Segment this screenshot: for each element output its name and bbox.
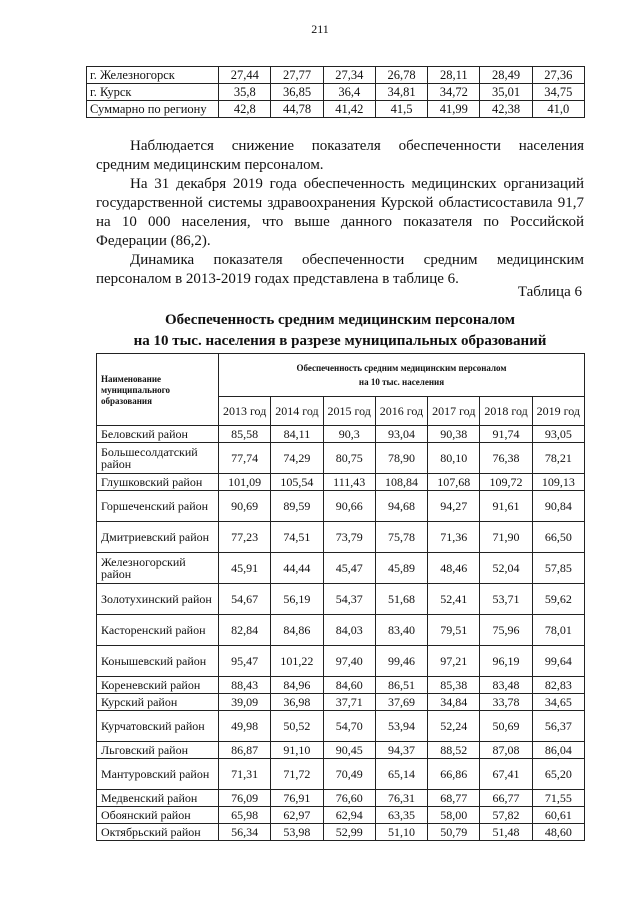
table-cell: 83,48 — [480, 677, 532, 694]
row-name: Курский район — [97, 694, 219, 711]
main-table — [96, 353, 585, 841]
table-cell: 41,0 — [532, 101, 584, 118]
table-cell: 36,98 — [271, 694, 323, 711]
table-cell: 36,85 — [271, 84, 323, 101]
table-cell: 28,11 — [428, 67, 480, 84]
table-cell: 76,31 — [375, 790, 427, 807]
table-cell: 108,84 — [375, 474, 427, 491]
table-cell: 50,79 — [428, 824, 480, 841]
table-cell: 53,71 — [480, 584, 532, 615]
group-header-line: Обеспеченность средним медицинским персоналом — [296, 363, 507, 373]
table-cell: 33,78 — [480, 694, 532, 711]
table-cell: 52,24 — [428, 711, 480, 742]
page-number: 211 — [311, 22, 329, 36]
table-cell: 99,46 — [375, 646, 427, 677]
row-name: Конышевский район — [97, 646, 219, 677]
year-header: 2017 год — [428, 397, 480, 426]
table-cell: 54,67 — [219, 584, 271, 615]
table-cell: 57,85 — [532, 553, 584, 584]
row-name: Глушковский район — [97, 474, 219, 491]
year-header: 2013 год — [219, 397, 271, 426]
table-cell: 56,34 — [219, 824, 271, 841]
row-name: Медвенский район — [97, 790, 219, 807]
table-cell: 75,96 — [480, 615, 532, 646]
table-cell: 36,4 — [323, 84, 375, 101]
table-cell: 97,40 — [323, 646, 375, 677]
table-cell: 91,10 — [271, 742, 323, 759]
table-cell: 80,10 — [428, 443, 480, 474]
table-cell: 93,04 — [375, 426, 427, 443]
table-cell: 50,52 — [271, 711, 323, 742]
row-name: г. Железногорск — [87, 67, 219, 84]
table-cell: 71,90 — [480, 522, 532, 553]
table-cell: 94,37 — [375, 742, 427, 759]
table-row — [97, 443, 585, 474]
row-name: Суммарно по региону — [87, 101, 219, 118]
table-cell: 91,61 — [480, 491, 532, 522]
row-name: Кореневский район — [97, 677, 219, 694]
table-cell: 107,68 — [428, 474, 480, 491]
year-header: 2016 год — [375, 397, 427, 426]
table-row — [97, 615, 585, 646]
year-header: 2015 год — [323, 397, 375, 426]
table-cell: 71,36 — [428, 522, 480, 553]
table-cell: 94,68 — [375, 491, 427, 522]
table-cell: 75,78 — [375, 522, 427, 553]
table-cell: 50,69 — [480, 711, 532, 742]
table-cell: 37,71 — [323, 694, 375, 711]
table-cell: 76,91 — [271, 790, 323, 807]
table-cell: 86,04 — [532, 742, 584, 759]
table-cell: 51,10 — [375, 824, 427, 841]
table-cell: 90,69 — [219, 491, 271, 522]
table-cell: 52,99 — [323, 824, 375, 841]
table-cell: 27,36 — [532, 67, 584, 84]
table-cell: 82,83 — [532, 677, 584, 694]
table-cell: 88,43 — [219, 677, 271, 694]
row-name: Дмитриевский район — [97, 522, 219, 553]
table-cell: 27,34 — [323, 67, 375, 84]
table-cell: 99,64 — [532, 646, 584, 677]
table-cell: 97,21 — [428, 646, 480, 677]
table-row — [97, 824, 585, 841]
table-cell: 34,75 — [532, 84, 584, 101]
table-cell: 82,84 — [219, 615, 271, 646]
table-row — [97, 584, 585, 615]
table-cell: 77,23 — [219, 522, 271, 553]
table-cell: 44,44 — [271, 553, 323, 584]
table-cell: 80,75 — [323, 443, 375, 474]
table-cell: 79,51 — [428, 615, 480, 646]
table-cell: 76,60 — [323, 790, 375, 807]
table-cell: 93,05 — [532, 426, 584, 443]
table-cell: 45,91 — [219, 553, 271, 584]
table-row — [87, 84, 585, 101]
table-cell: 34,72 — [428, 84, 480, 101]
table-cell: 67,41 — [480, 759, 532, 790]
table-cell: 76,38 — [480, 443, 532, 474]
table-cell: 84,86 — [271, 615, 323, 646]
table-cell: 58,00 — [428, 807, 480, 824]
row-name: Льговский район — [97, 742, 219, 759]
table-cell: 34,81 — [375, 84, 427, 101]
table-cell: 54,70 — [323, 711, 375, 742]
table-cell: 71,72 — [271, 759, 323, 790]
table-row — [97, 646, 585, 677]
table-cell: 51,68 — [375, 584, 427, 615]
name-column-header: Наименование муниципального образования — [97, 354, 219, 426]
row-name: Горшеченский район — [97, 491, 219, 522]
table-cell: 45,47 — [323, 553, 375, 584]
table-cell: 83,40 — [375, 615, 427, 646]
table-cell: 48,60 — [532, 824, 584, 841]
table-row — [97, 790, 585, 807]
table-cell: 65,98 — [219, 807, 271, 824]
row-name: Курчатовский район — [97, 711, 219, 742]
table-row — [97, 807, 585, 824]
group-header — [219, 354, 585, 397]
table-title-line: Обеспеченность средним медицинским персоналом — [165, 312, 515, 328]
table-cell: 59,62 — [532, 584, 584, 615]
table-cell: 90,66 — [323, 491, 375, 522]
year-header: 2018 год — [480, 397, 532, 426]
table-cell: 39,09 — [219, 694, 271, 711]
table-cell: 89,59 — [271, 491, 323, 522]
table-cell: 91,74 — [480, 426, 532, 443]
paragraph: Наблюдается снижение показателя обеспеченности населения средним медицинским персоналом. — [96, 138, 584, 173]
table-row — [97, 677, 585, 694]
table-cell: 95,47 — [219, 646, 271, 677]
table-cell: 37,69 — [375, 694, 427, 711]
table-cell: 71,55 — [532, 790, 584, 807]
table-cell: 101,22 — [271, 646, 323, 677]
table-row — [97, 522, 585, 553]
table-cell: 45,89 — [375, 553, 427, 584]
table-cell: 84,03 — [323, 615, 375, 646]
table-row — [97, 553, 585, 584]
table-cell: 62,97 — [271, 807, 323, 824]
table-cell: 109,72 — [480, 474, 532, 491]
row-name: Обоянский район — [97, 807, 219, 824]
table-cell: 41,99 — [428, 101, 480, 118]
table-cell: 101,09 — [219, 474, 271, 491]
table-cell: 88,52 — [428, 742, 480, 759]
row-name: Октябрьский район — [97, 824, 219, 841]
table-cell: 70,49 — [323, 759, 375, 790]
row-name: г. Курск — [87, 84, 219, 101]
row-name: Большесолдатский район — [97, 443, 219, 474]
table-row — [87, 101, 585, 118]
table-cell: 84,11 — [271, 426, 323, 443]
table-cell: 56,19 — [271, 584, 323, 615]
table-cell: 52,04 — [480, 553, 532, 584]
table-cell: 96,19 — [480, 646, 532, 677]
table-cell: 35,01 — [480, 84, 532, 101]
table-cell: 90,3 — [323, 426, 375, 443]
table-cell: 34,84 — [428, 694, 480, 711]
table-cell: 78,90 — [375, 443, 427, 474]
row-name: Касторенский район — [97, 615, 219, 646]
top-table — [86, 66, 585, 118]
row-name: Мантуровский район — [97, 759, 219, 790]
table-cell: 41,5 — [375, 101, 427, 118]
table-title-line: на 10 тыс. населения в разрезе муниципальных образований — [133, 333, 547, 349]
table-cell: 87,08 — [480, 742, 532, 759]
table-cell: 71,31 — [219, 759, 271, 790]
table-cell: 74,29 — [271, 443, 323, 474]
table-cell: 41,42 — [323, 101, 375, 118]
table-cell: 90,84 — [532, 491, 584, 522]
table-cell: 26,78 — [375, 67, 427, 84]
table-cell: 84,60 — [323, 677, 375, 694]
table-cell: 65,20 — [532, 759, 584, 790]
table-cell: 63,35 — [375, 807, 427, 824]
table-cell: 90,45 — [323, 742, 375, 759]
table-cell: 73,79 — [323, 522, 375, 553]
table-cell: 94,27 — [428, 491, 480, 522]
table-row — [97, 426, 585, 443]
paragraph: Динамика показателя обеспеченности средним медицинским персоналом в 2013-2019 годах представлена в таблице 6. — [96, 252, 584, 287]
table-cell: 57,82 — [480, 807, 532, 824]
table-cell: 86,51 — [375, 677, 427, 694]
table-cell: 84,96 — [271, 677, 323, 694]
table-row — [97, 742, 585, 759]
table-cell: 49,98 — [219, 711, 271, 742]
group-header-line: на 10 тыс. населения — [358, 377, 445, 387]
table-cell: 53,94 — [375, 711, 427, 742]
year-header: 2014 год — [271, 397, 323, 426]
table-cell: 44,78 — [271, 101, 323, 118]
table-row — [97, 474, 585, 491]
table-cell: 76,09 — [219, 790, 271, 807]
table-cell: 68,77 — [428, 790, 480, 807]
table-cell: 42,38 — [480, 101, 532, 118]
table-cell: 85,58 — [219, 426, 271, 443]
table-title — [96, 310, 584, 352]
table-cell: 62,94 — [323, 807, 375, 824]
table-cell: 56,37 — [532, 711, 584, 742]
table-cell: 66,86 — [428, 759, 480, 790]
table-cell: 27,77 — [271, 67, 323, 84]
row-name: Золотухинский район — [97, 584, 219, 615]
paragraph: На 31 декабря 2019 года обеспеченность медицинских организаций государственной системы здравоохранения Курской областисоставила 91,7 на 10 000 населения, что выше данного показателя по Российской Федерации (86,2). — [96, 176, 584, 249]
table-cell: 105,54 — [271, 474, 323, 491]
table-cell: 28,49 — [480, 67, 532, 84]
table-cell: 111,43 — [323, 474, 375, 491]
table-cell: 48,46 — [428, 553, 480, 584]
table-cell: 109,13 — [532, 474, 584, 491]
table-label: Таблица 6 — [517, 284, 582, 300]
table-cell: 53,98 — [271, 824, 323, 841]
table-cell: 51,48 — [480, 824, 532, 841]
table-cell: 35,8 — [219, 84, 271, 101]
table-cell: 66,77 — [480, 790, 532, 807]
table-cell: 65,14 — [375, 759, 427, 790]
row-name: Железногорский район — [97, 553, 219, 584]
table-cell: 42,8 — [219, 101, 271, 118]
row-name: Беловский район — [97, 426, 219, 443]
table-cell: 66,50 — [532, 522, 584, 553]
table-cell: 90,38 — [428, 426, 480, 443]
table-cell: 34,65 — [532, 694, 584, 711]
table-row — [97, 759, 585, 790]
table-cell: 54,37 — [323, 584, 375, 615]
table-cell: 86,87 — [219, 742, 271, 759]
table-cell: 78,01 — [532, 615, 584, 646]
table-row — [97, 491, 585, 522]
body-text — [96, 137, 584, 289]
table-cell: 77,74 — [219, 443, 271, 474]
table-row — [87, 67, 585, 84]
table-row — [97, 711, 585, 742]
table-cell: 27,44 — [219, 67, 271, 84]
table-cell: 74,51 — [271, 522, 323, 553]
table-cell: 85,38 — [428, 677, 480, 694]
table-cell: 52,41 — [428, 584, 480, 615]
table-cell: 78,21 — [532, 443, 584, 474]
year-header: 2019 год — [532, 397, 584, 426]
table-cell: 60,61 — [532, 807, 584, 824]
table-row — [97, 694, 585, 711]
